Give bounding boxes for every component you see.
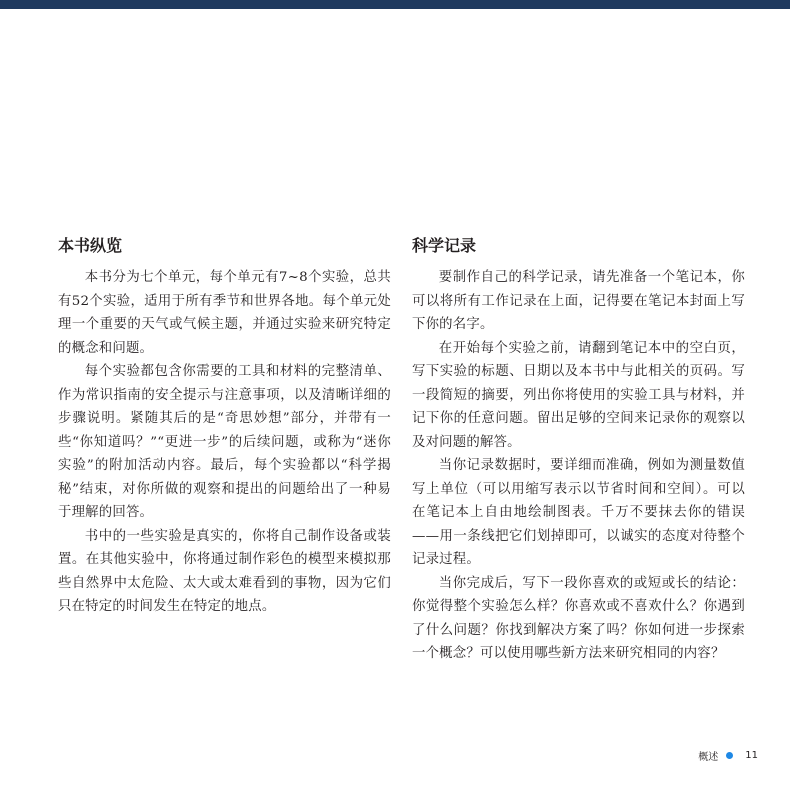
overview-paragraph: 每个实验都包含你需要的工具和材料的完整清单、作为常识指南的安全提示与注意事项，以及清晰详细的步骤说明。紧随其后的是“奇思妙想”部分，并带有一些“你知道吗？”“更进一步”的后续问题，或称为“迷你实验”的附加活动内容。最后，每个实验都以“科学揭秘”结束，对你所做的观察和提出的问题给出了一种易于理解的回答。 [58,364,391,520]
science-record-paragraph: 在开始每个实验之前，请翻到笔记本中的空白页，写下实验的标题、日期以及本书中与此相关的页码。写一段简短的摘要，列出你将使用的实验工具与材料，并记下你的任意问题。留出足够的空间来记录你的观察以及对问题的解答。 [412,340,745,450]
page-footer [698,748,758,763]
overview-column [58,234,391,619]
footer-section-title: 概述 [698,752,719,763]
science-record-paragraph: 要制作自己的科学记录，请先准备一个笔记本，你可以将所有工作记录在上面，记得要在笔记本封面上写下你的名字。 [412,270,745,332]
overview-paragraph: 本书分为七个单元，每个单元有7~8个实验，总共有52个实验，适用于所有季节和世界各地。每个单元处理一个重要的天气或气候主题，并通过实验来研究特定的概念和问题。 [58,270,391,356]
top-color-bar [0,0,790,9]
science-record-paragraph: 当你完成后，写下一段你喜欢的或短或长的结论：你觉得整个实验怎么样？你喜欢或不喜欢什么？你遇到了什么问题？你找到解决方案了吗？你如何进一步探索一个概念？可以使用哪些新方法来研究相同的内容？ [412,575,745,661]
science-record-heading: 科学记录 [412,236,477,255]
bullet-dot-icon [726,752,733,759]
page-number: 11 [745,750,758,761]
science-record-paragraph: 当你记录数据时，要详细而准确，例如为测量数值写上单位（可以用缩写表示以节省时间和空间）。可以在笔记本上自由地绘制图表。千万不要抹去你的错误——用一条线把它们划掉即可，以诚实的态度对待整个记录过程。 [412,458,745,567]
overview-paragraph: 书中的一些实验是真实的，你将自己制作设备或装置。在其他实验中，你将通过制作彩色的模型来模拟那些自然界中太危险、太大或太难看到的事物，因为它们只在特定的时间发生在特定的地点。 [58,528,391,614]
overview-heading: 本书纵览 [58,236,123,255]
science-record-column [412,234,745,666]
